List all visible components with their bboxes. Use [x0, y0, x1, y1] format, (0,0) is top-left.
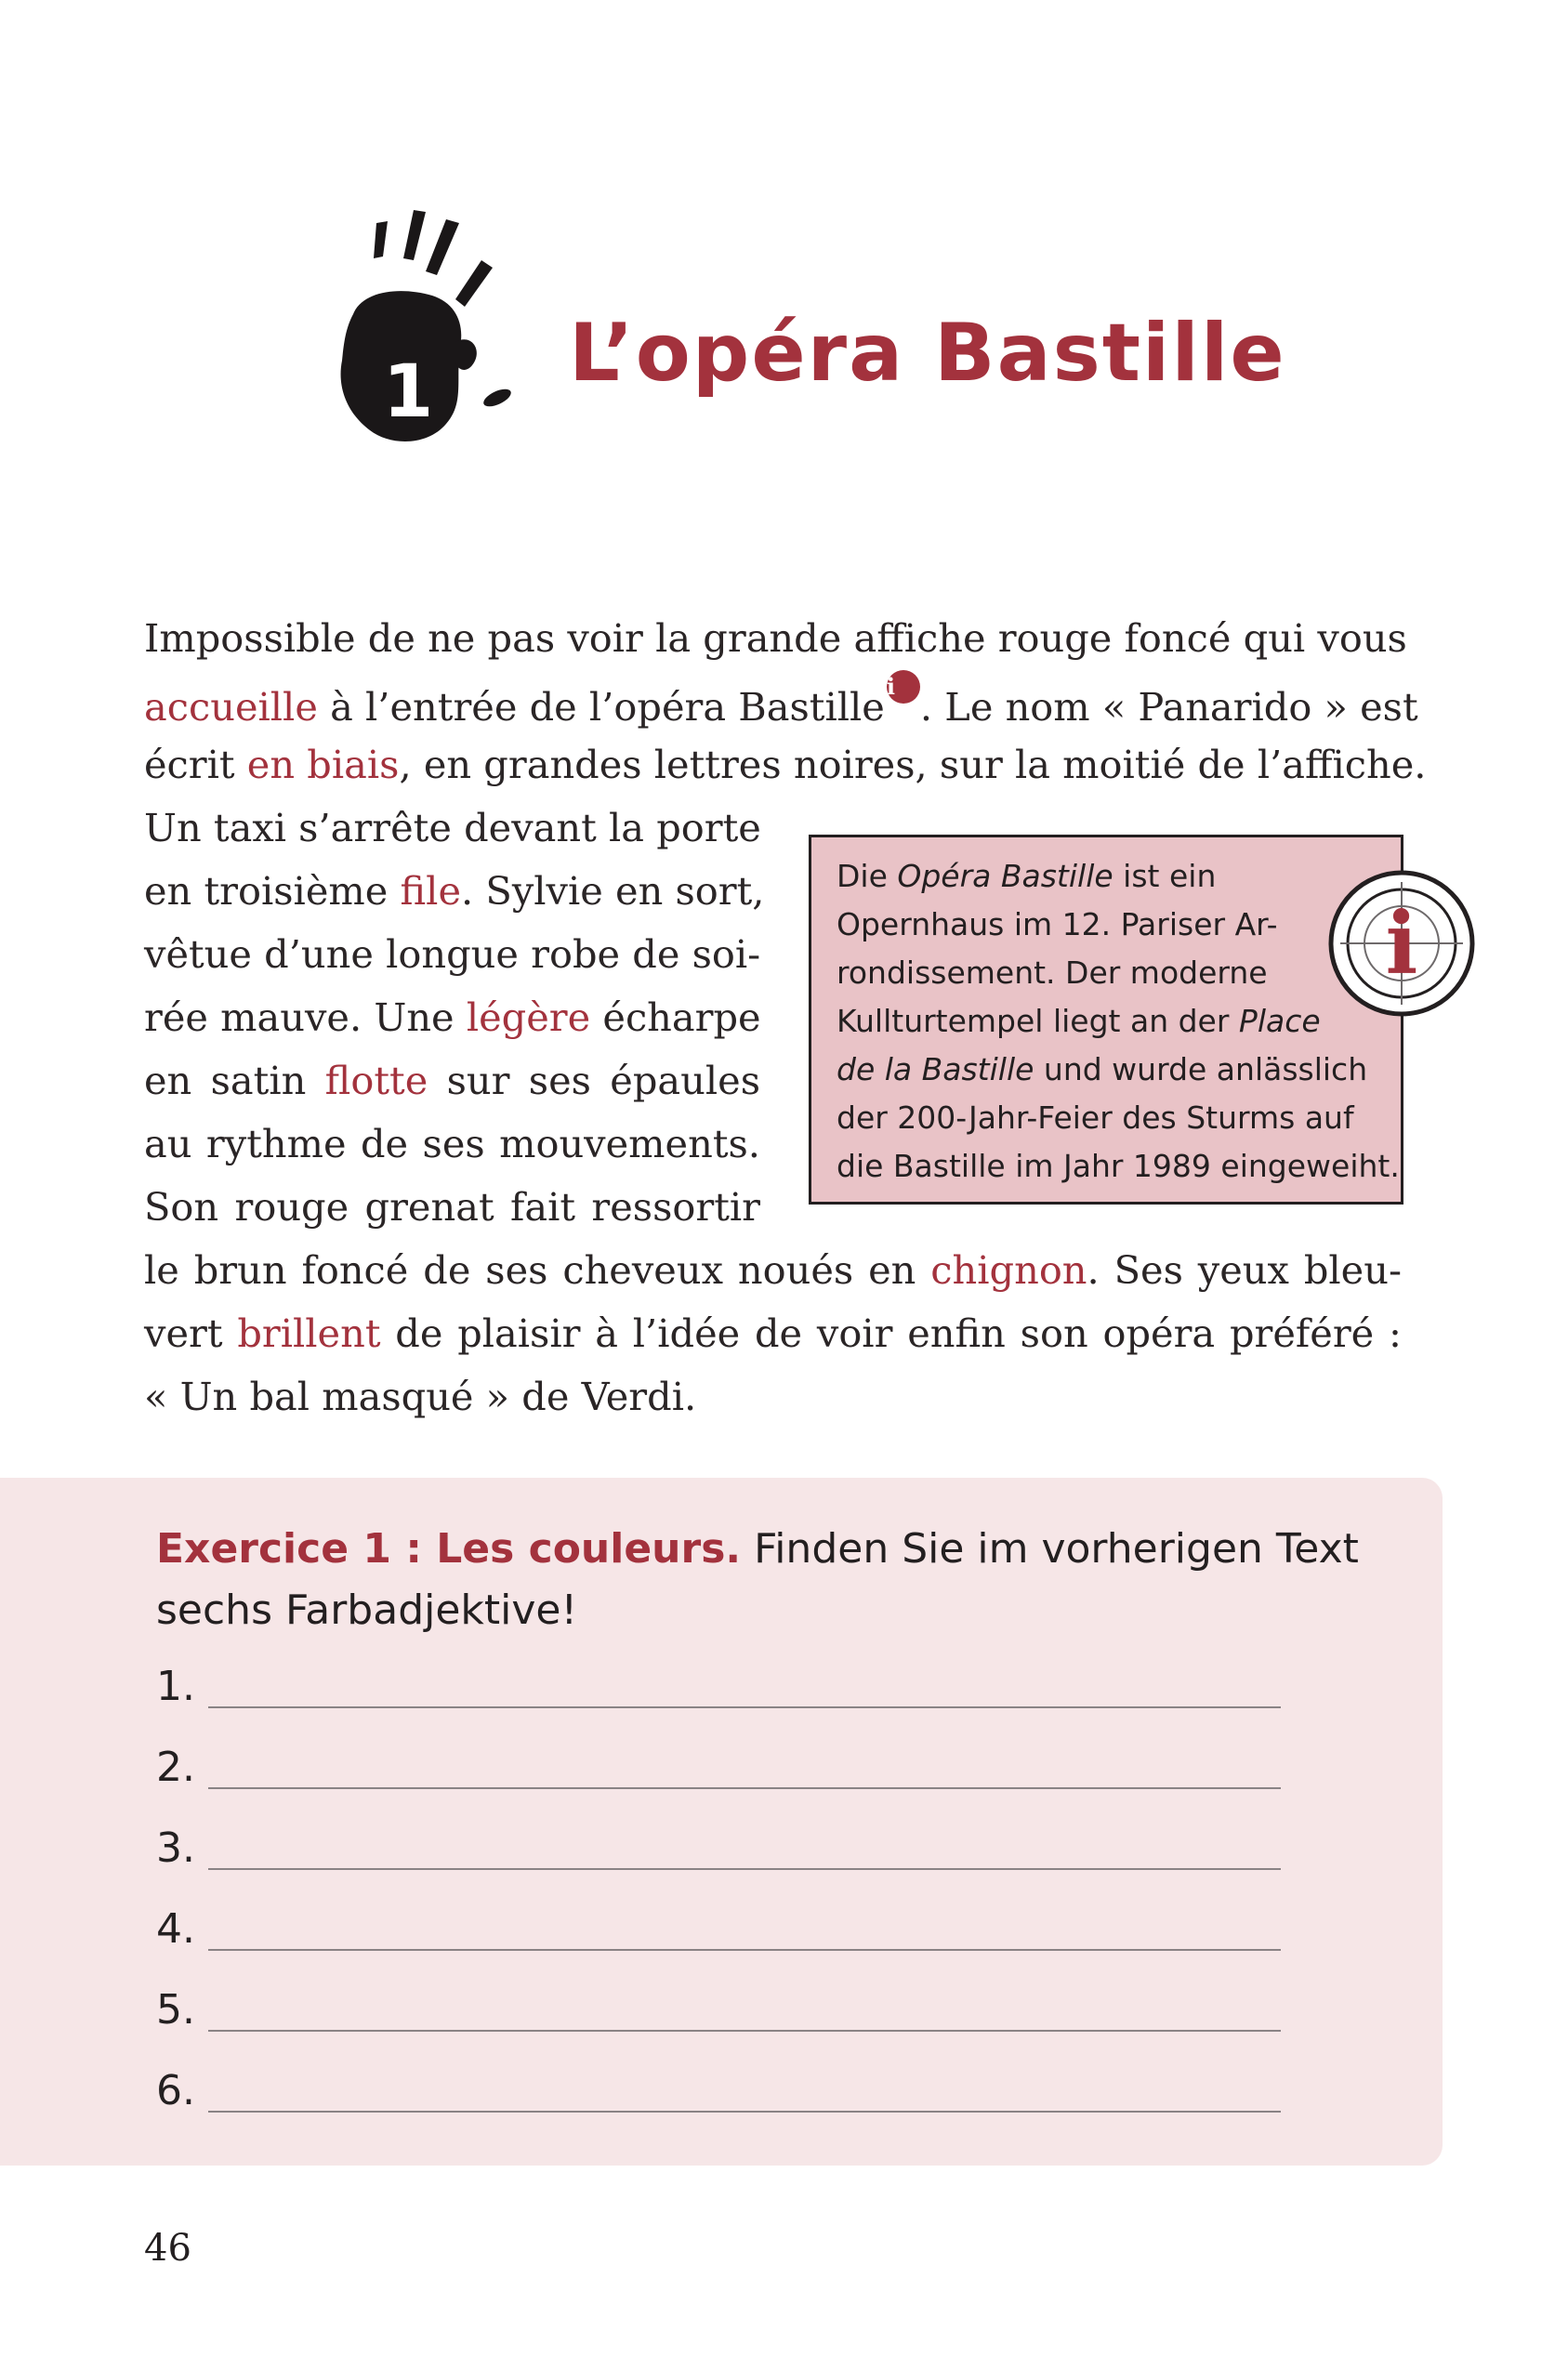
text-run: vert [144, 1310, 238, 1356]
text-run: Opéra Bastille [897, 858, 1113, 894]
info-reference-icon[interactable]: i [887, 670, 920, 704]
answer-number: 5. [156, 1986, 195, 2034]
text-run: écrit [144, 742, 247, 787]
answer-field-5[interactable] [208, 1982, 1281, 2032]
text-run: de la Bastille [837, 1051, 1034, 1087]
text-run: Son rouge grenat fait ressortir [144, 1184, 760, 1230]
info-box [809, 835, 1403, 1205]
text-run: Die [837, 858, 898, 894]
answer-row [156, 1974, 1281, 2039]
text-run: . Ses yeux bleu- [1087, 1247, 1402, 1293]
body-line [144, 670, 1418, 733]
answer-number: 3. [156, 1824, 195, 1872]
vocab-word-accueille[interactable]: accueille [144, 684, 318, 730]
info-icon-letter: i [1385, 893, 1418, 994]
text-run: vêtue d’une longue robe de soi- [144, 931, 761, 977]
body-line [144, 1049, 760, 1113]
body-line [144, 1113, 760, 1176]
text-run: le brun foncé de ses cheveux noués en [144, 1247, 931, 1293]
answer-field-1[interactable] [208, 1658, 1281, 1708]
exercise-instruction: sechs Farbadjektive! [156, 1587, 578, 1634]
answer-field-4[interactable] [208, 1901, 1281, 1951]
answer-row [156, 1893, 1281, 1958]
answer-field-3[interactable] [208, 1820, 1281, 1870]
text-run: en satin [144, 1058, 325, 1103]
text-run: und wurde anlässlich [1034, 1051, 1368, 1087]
text-run: de plaisir à l’idée de voir enfin son opéra préféré : [380, 1310, 1402, 1356]
text-run: Impossible de ne pas voir la grande affiche rouge foncé qui vous [144, 615, 1407, 661]
body-line [144, 923, 760, 986]
text-run: Place [1238, 1003, 1321, 1039]
body-line [144, 860, 765, 923]
vocab-word-legere[interactable]: légère [466, 994, 591, 1040]
vocab-word-brillent[interactable]: brillent [237, 1310, 381, 1356]
chapter-number: 1 [383, 350, 434, 434]
vocab-word-file[interactable]: file [400, 868, 462, 914]
info-line [837, 852, 1216, 901]
text-run: . Le nom « Panarido » est [919, 684, 1418, 730]
vocab-word-flotte[interactable]: flotte [324, 1058, 428, 1103]
vocab-word-en-biais[interactable]: en biais [246, 742, 400, 787]
body-line [144, 797, 760, 860]
text-run: , en grandes lettres noires, sur la moitié de l’affiche. [399, 742, 1427, 787]
text-run: sur ses épaules [428, 1058, 760, 1103]
body-line [144, 1365, 696, 1429]
exercise-title [156, 1519, 1359, 1580]
info-target-icon [1327, 869, 1476, 1018]
page-number: 46 [144, 2227, 191, 2270]
vocab-word-chignon[interactable]: chignon [930, 1247, 1087, 1293]
answer-number: 4. [156, 1905, 195, 1953]
body-line [144, 1239, 1402, 1302]
exercise-instruction: Finden Sie im vorherigen Text [741, 1525, 1359, 1573]
info-line [837, 1046, 1367, 1094]
info-line: die Bastille im Jahr 1989 eingeweiht. [837, 1148, 1400, 1184]
exercise-panel [0, 1478, 1443, 2166]
text-run: « Un bal masqué » de Verdi. [144, 1374, 697, 1419]
body-line [144, 607, 1407, 670]
body-line [144, 1176, 760, 1239]
text-run: Un taxi s’arrête devant la porte [144, 805, 761, 850]
body-line [144, 986, 760, 1049]
chapter-title: L’opéra Bastille [569, 307, 1286, 400]
answer-row [156, 1651, 1281, 1716]
text-run: . Sylvie en sort, [461, 868, 765, 914]
text-run: ist ein [1113, 858, 1217, 894]
handprint-chapter-icon [325, 203, 576, 454]
text-run: à l’entrée de l’opéra Bastille [317, 684, 885, 730]
text-run: rée mauve. Une [144, 994, 467, 1040]
answer-row [156, 1731, 1281, 1797]
answer-row [156, 2055, 1281, 2120]
info-line [837, 997, 1321, 1046]
text-run: Kullturtempel liegt an der [837, 1003, 1239, 1039]
answer-number: 1. [156, 1663, 195, 1710]
body-line [144, 1302, 1402, 1365]
info-line: Opernhaus im 12. Pariser Ar- [837, 906, 1278, 942]
exercise-heading: Exercice 1 : Les couleurs. [156, 1525, 742, 1573]
text-run: écharpe [590, 994, 761, 1040]
answer-number: 6. [156, 2067, 195, 2114]
text-run: en troisième [144, 868, 401, 914]
answer-number: 2. [156, 1744, 195, 1791]
answer-row [156, 1812, 1281, 1877]
text-run: au rythme de ses mouvements. [144, 1121, 760, 1166]
body-line [144, 733, 1427, 797]
answer-field-6[interactable] [208, 2062, 1281, 2113]
info-line: der 200-Jahr-Feier des Sturms auf [837, 1099, 1354, 1136]
info-line: rondissement. Der moderne [837, 955, 1268, 991]
answer-field-2[interactable] [208, 1739, 1281, 1789]
